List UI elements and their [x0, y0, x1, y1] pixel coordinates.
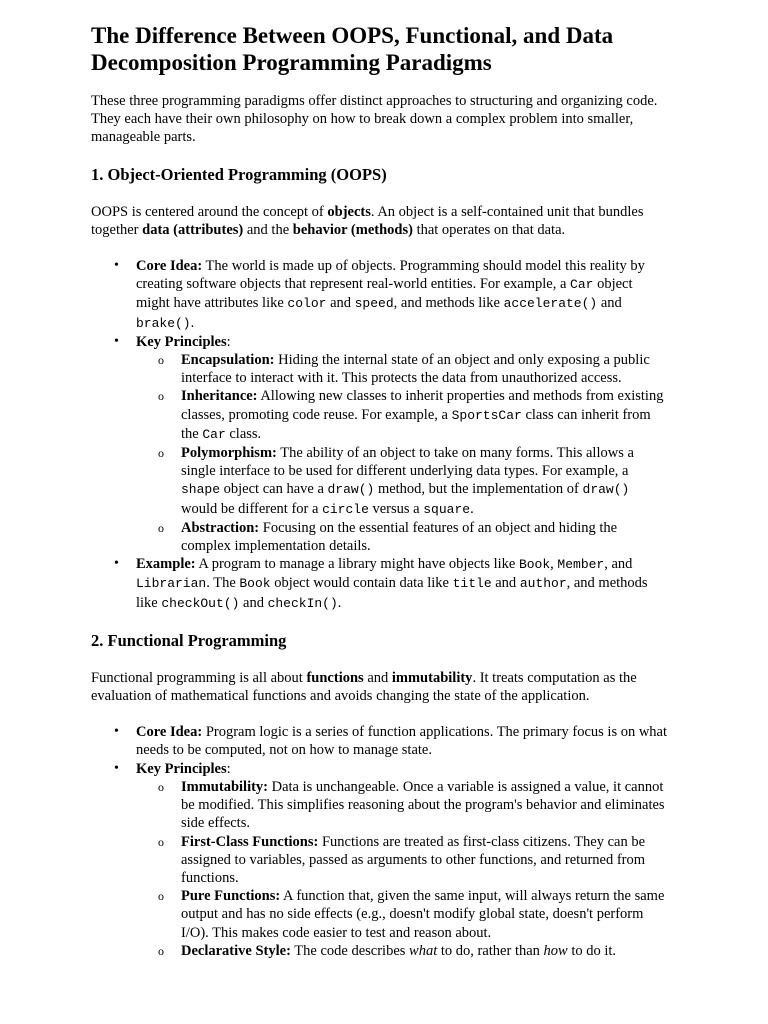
list-item-abstraction: o Abstraction: Focusing on the essential features of an object and hiding the complex implementation details.	[181, 519, 668, 555]
list-item-core-idea: • Core Idea: The world is made up of objects. Programming should model this reality by creating software objects that represent real-world entities. For example, a Car object might have attributes like color and speed, and methods like accelerate() and brake().	[136, 257, 668, 333]
oop-bullet-list	[91, 257, 668, 613]
oop-principles-list	[136, 351, 668, 555]
list-item-declarative-style: o Declarative Style: The code describes what to do, rather than how to do it.	[181, 942, 668, 960]
fp-bullet-list	[91, 723, 668, 960]
fp-principles-list	[136, 778, 668, 960]
list-item-example: • Example: A program to manage a library might have objects like Book, Member, and Librarian. The Book object would contain data like title and author, and methods like checkOut() and checkIn().	[136, 555, 668, 613]
list-item-key-principles: • Key Principles: o Encapsulation: Hiding the internal state of an object and only exposing a public interface to interact with it. This protects the data from unauthorized access. o Inheritance: Allowing new classes to inherit properties and methods from existing classes, promoting code reuse. For example, a SportsCar class can inherit from the Car class. o Polymorphism: The ability of an object to take on many forms. This allows a single interface to be used for different underlying data types. For example, a shape object can have a draw() method, but the implementation of draw() would be different for a circle versus a square. o Abstraction: Focusing on the essential features of an object and hiding the complex implementation details.	[136, 333, 668, 555]
section-heading-functional: 2. Functional Programming	[91, 630, 287, 650]
list-item-inheritance: o Inheritance: Allowing new classes to inherit properties and methods from existing classes, promoting code reuse. For example, a SportsCar class can inherit from the Car class.	[181, 387, 668, 444]
fp-intro-paragraph: Functional programming is all about functions and immutability. It treats computation as the evaluation of mathematical functions and avoids changing the state of the application.	[91, 669, 637, 705]
list-item-core-idea: • Core Idea: Program logic is a series of function applications. The primary focus is on what needs to be computed, not on how to manage state.	[136, 723, 668, 759]
list-item-immutability: o Immutability: Data is unchangeable. Once a variable is assigned a value, it cannot be modified. This simplifies reasoning about the program's behavior and eliminates side effects.	[181, 778, 668, 833]
document-title: The Difference Between OOPS, Functional, and Data Decomposition Programming Paradigms	[91, 23, 614, 75]
intro-paragraph: These three programming paradigms offer distinct approaches to structuring and organizing code. They each have their own philosophy on how to break down a complex problem into smaller, manageable parts.	[91, 93, 658, 146]
list-item-key-principles: • Key Principles: o Immutability: Data is unchangeable. Once a variable is assigned a value, it cannot be modified. This simplifies reasoning about the program's behavior and eliminates side effects. o First-Class Functions: Functions are treated as first-class citizens. They can be assigned to variables, passed as arguments to other functions, and returned from functions. o Pure Functions: A function that, given the same input, will always return the same output and has no side effects (e.g., doesn't modify global state, doesn't perform I/O). This makes code easier to test and reason about. o Declarative Style: The code describes what to do, rather than how to do it.	[136, 760, 668, 960]
list-item-encapsulation: o Encapsulation: Hiding the internal state of an object and only exposing a public interface to interact with it. This protects the data from unauthorized access.	[181, 351, 668, 387]
section-heading-oop: 1. Object-Oriented Programming (OOPS)	[91, 164, 387, 184]
list-item-first-class-functions: o First-Class Functions: Functions are treated as first-class citizens. They can be assigned to variables, passed as arguments to other functions, and returned from functions.	[181, 833, 668, 888]
list-item-pure-functions: o Pure Functions: A function that, given the same input, will always return the same output and has no side effects (e.g., doesn't modify global state, doesn't perform I/O). This makes code easier to test and reason about.	[181, 887, 668, 942]
oop-intro-paragraph: OOPS is centered around the concept of objects. An object is a self-contained unit that bundles together data (attributes) and the behavior (methods) that operates on that data.	[91, 203, 644, 238]
list-item-polymorphism: o Polymorphism: The ability of an object to take on many forms. This allows a single interface to be used for different underlying data types. For example, a shape object can have a draw() method, but the implementation of draw() would be different for a circle versus a square.	[181, 444, 668, 519]
